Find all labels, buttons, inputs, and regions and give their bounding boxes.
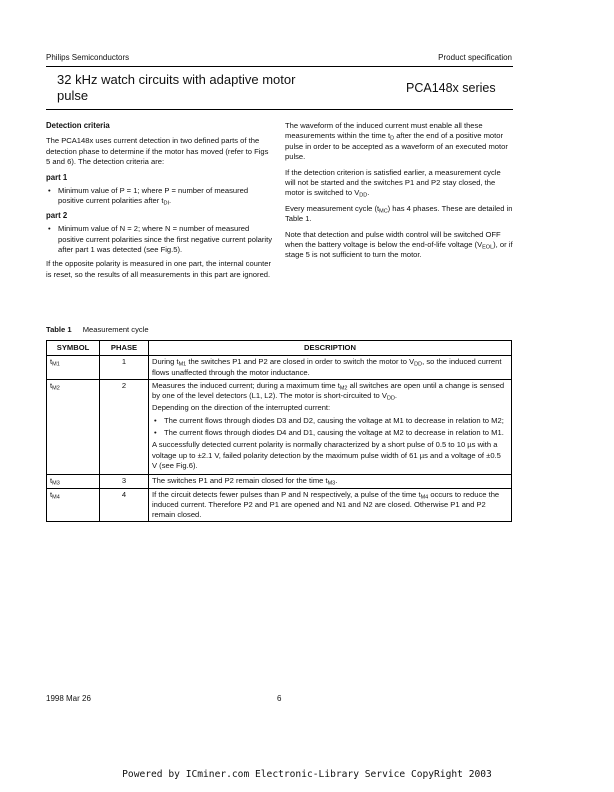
company-name: Philips Semiconductors [46, 53, 130, 62]
waveform-paragraph: The waveform of the induced current must enable all these measurements within the time $t_D$ after the end of a positive motor pulse in order to be accepted as a waveform of an executed motor pulse. [285, 121, 508, 162]
section-heading: Detection criteria [46, 121, 110, 130]
right-column [285, 121, 513, 266]
phase-cell: 2 [100, 379, 149, 474]
table-row [47, 379, 512, 474]
series-name: PCA148x series [406, 81, 496, 95]
criterion-paragraph: If the detection criterion is satisfied earlier, a measurement cycle will not be started and the switches P1 and P2 stay closed, the motor is switched to $V_{DD}$. [285, 167, 501, 199]
part1-heading: part 1 [46, 172, 68, 182]
phase-cell: 4 [100, 488, 149, 522]
description-bullet: • The current flows through diodes D3 and D2, causing the voltage at M1 to decrease in relation to M2; [152, 416, 508, 426]
note-paragraph: Note that detection and pulse width control will be switched OFF when the battery voltage is below the end-of-life voltage $(V_{EOL})$, or if stage 5 is not sufficient to turn the motor. [285, 229, 513, 260]
powered-by-footer: Powered by ICminer.com Electronic-Library Service CopyRight 2003 [122, 769, 492, 780]
description-cell: During $t_{M1}$ the switches P1 and P2 are closed in order to switch the motor to $V_{DD}$, so the induced current flows unaffected through the motor inductance. [149, 356, 512, 380]
description-bullet: • The current flows through diodes D4 and D1, causing the voltage at M2 to decrease in relation to M1. [152, 428, 508, 438]
symbol-cell: $t_{M1}$ [47, 356, 100, 380]
phase-cell: 1 [100, 356, 149, 380]
table-row [47, 488, 512, 522]
part2-bullet: • Minimum value of N = 2; where N = number of measured positive current polarities since the first negative current polarity after part 1 was detected (see Fig.5). [46, 224, 274, 255]
table-row [47, 356, 512, 380]
page-number: 6 [277, 694, 282, 703]
measurement-cycle-table [46, 340, 512, 522]
table-header-row [47, 341, 512, 356]
table-label: Table 1 [46, 325, 72, 334]
table-row [47, 475, 512, 488]
phase-header: PHASE [100, 341, 149, 356]
left-column [46, 121, 274, 285]
description-text: Depending on the direction of the interrupted current: [152, 403, 331, 413]
header-top-rule [46, 66, 513, 67]
header-bottom-rule [46, 109, 513, 110]
description-cell [149, 379, 512, 474]
description-text: Measures the induced current; during a maximum time $t_{M2}$ all switches are open until a change is sensed by one of the level detectors (L1, L2). The motor is short-circuited to $V_{DD}$. [152, 380, 505, 402]
symbol-cell: $t_{M3}$ [47, 475, 100, 488]
table-caption [46, 325, 149, 334]
description-cell: The switches P1 and P2 remain closed for the time $t_{M3}$. [149, 475, 512, 488]
part1-bullet: • Minimum value of P = 1; where P = number of measured positive current polarities after $t_{DI}$. [46, 186, 274, 207]
description-header: DESCRIPTION [149, 341, 512, 356]
cycle-paragraph: Every measurement cycle $(t_{MC})$ has 4 phases. These are detailed in Table 1. [285, 203, 513, 224]
publication-date: 1998 Mar 26 [46, 694, 91, 703]
description-text: A successfully detected current polarity is normally characterized by a short pulse of 0.5 to 10 µs with a voltage up to ±2.1 V, failed polarity detection by the maximum pulse width of 61 µs and a voltage of ±0.5 V (see Fig.6). [152, 440, 501, 470]
document-type: Product specification [438, 53, 512, 62]
symbol-cell: $t_{M2}$ [47, 379, 100, 474]
page-title: 32 kHz watch circuits with adaptive motor pulse [57, 72, 296, 103]
symbol-cell: $t_{M4}$ [47, 488, 100, 522]
phase-cell: 3 [100, 475, 149, 488]
description-cell: If the circuit detects fewer pulses than P and N respectively, a pulse of the time $t_{M4}$ occurs to reduce the induced current. Therefore P2 and P1 are opened and N1 and N2 are closed. Otherwise P1 and P2 remain closed. [149, 488, 512, 522]
part2-heading: part 2 [46, 210, 68, 220]
symbol-header: SYMBOL [47, 341, 100, 356]
table-title: Measurement cycle [82, 325, 149, 334]
closing-paragraph: If the opposite polarity is measured in one part, the internal counter is reset, so the results of all measurements in this part are ignored. [46, 259, 271, 279]
intro-paragraph: The PCA148x uses current detection in two defined parts of the detection phase to determine if the motor has moved (refer to Figs 5 and 6). The detection criteria are: [46, 136, 269, 167]
